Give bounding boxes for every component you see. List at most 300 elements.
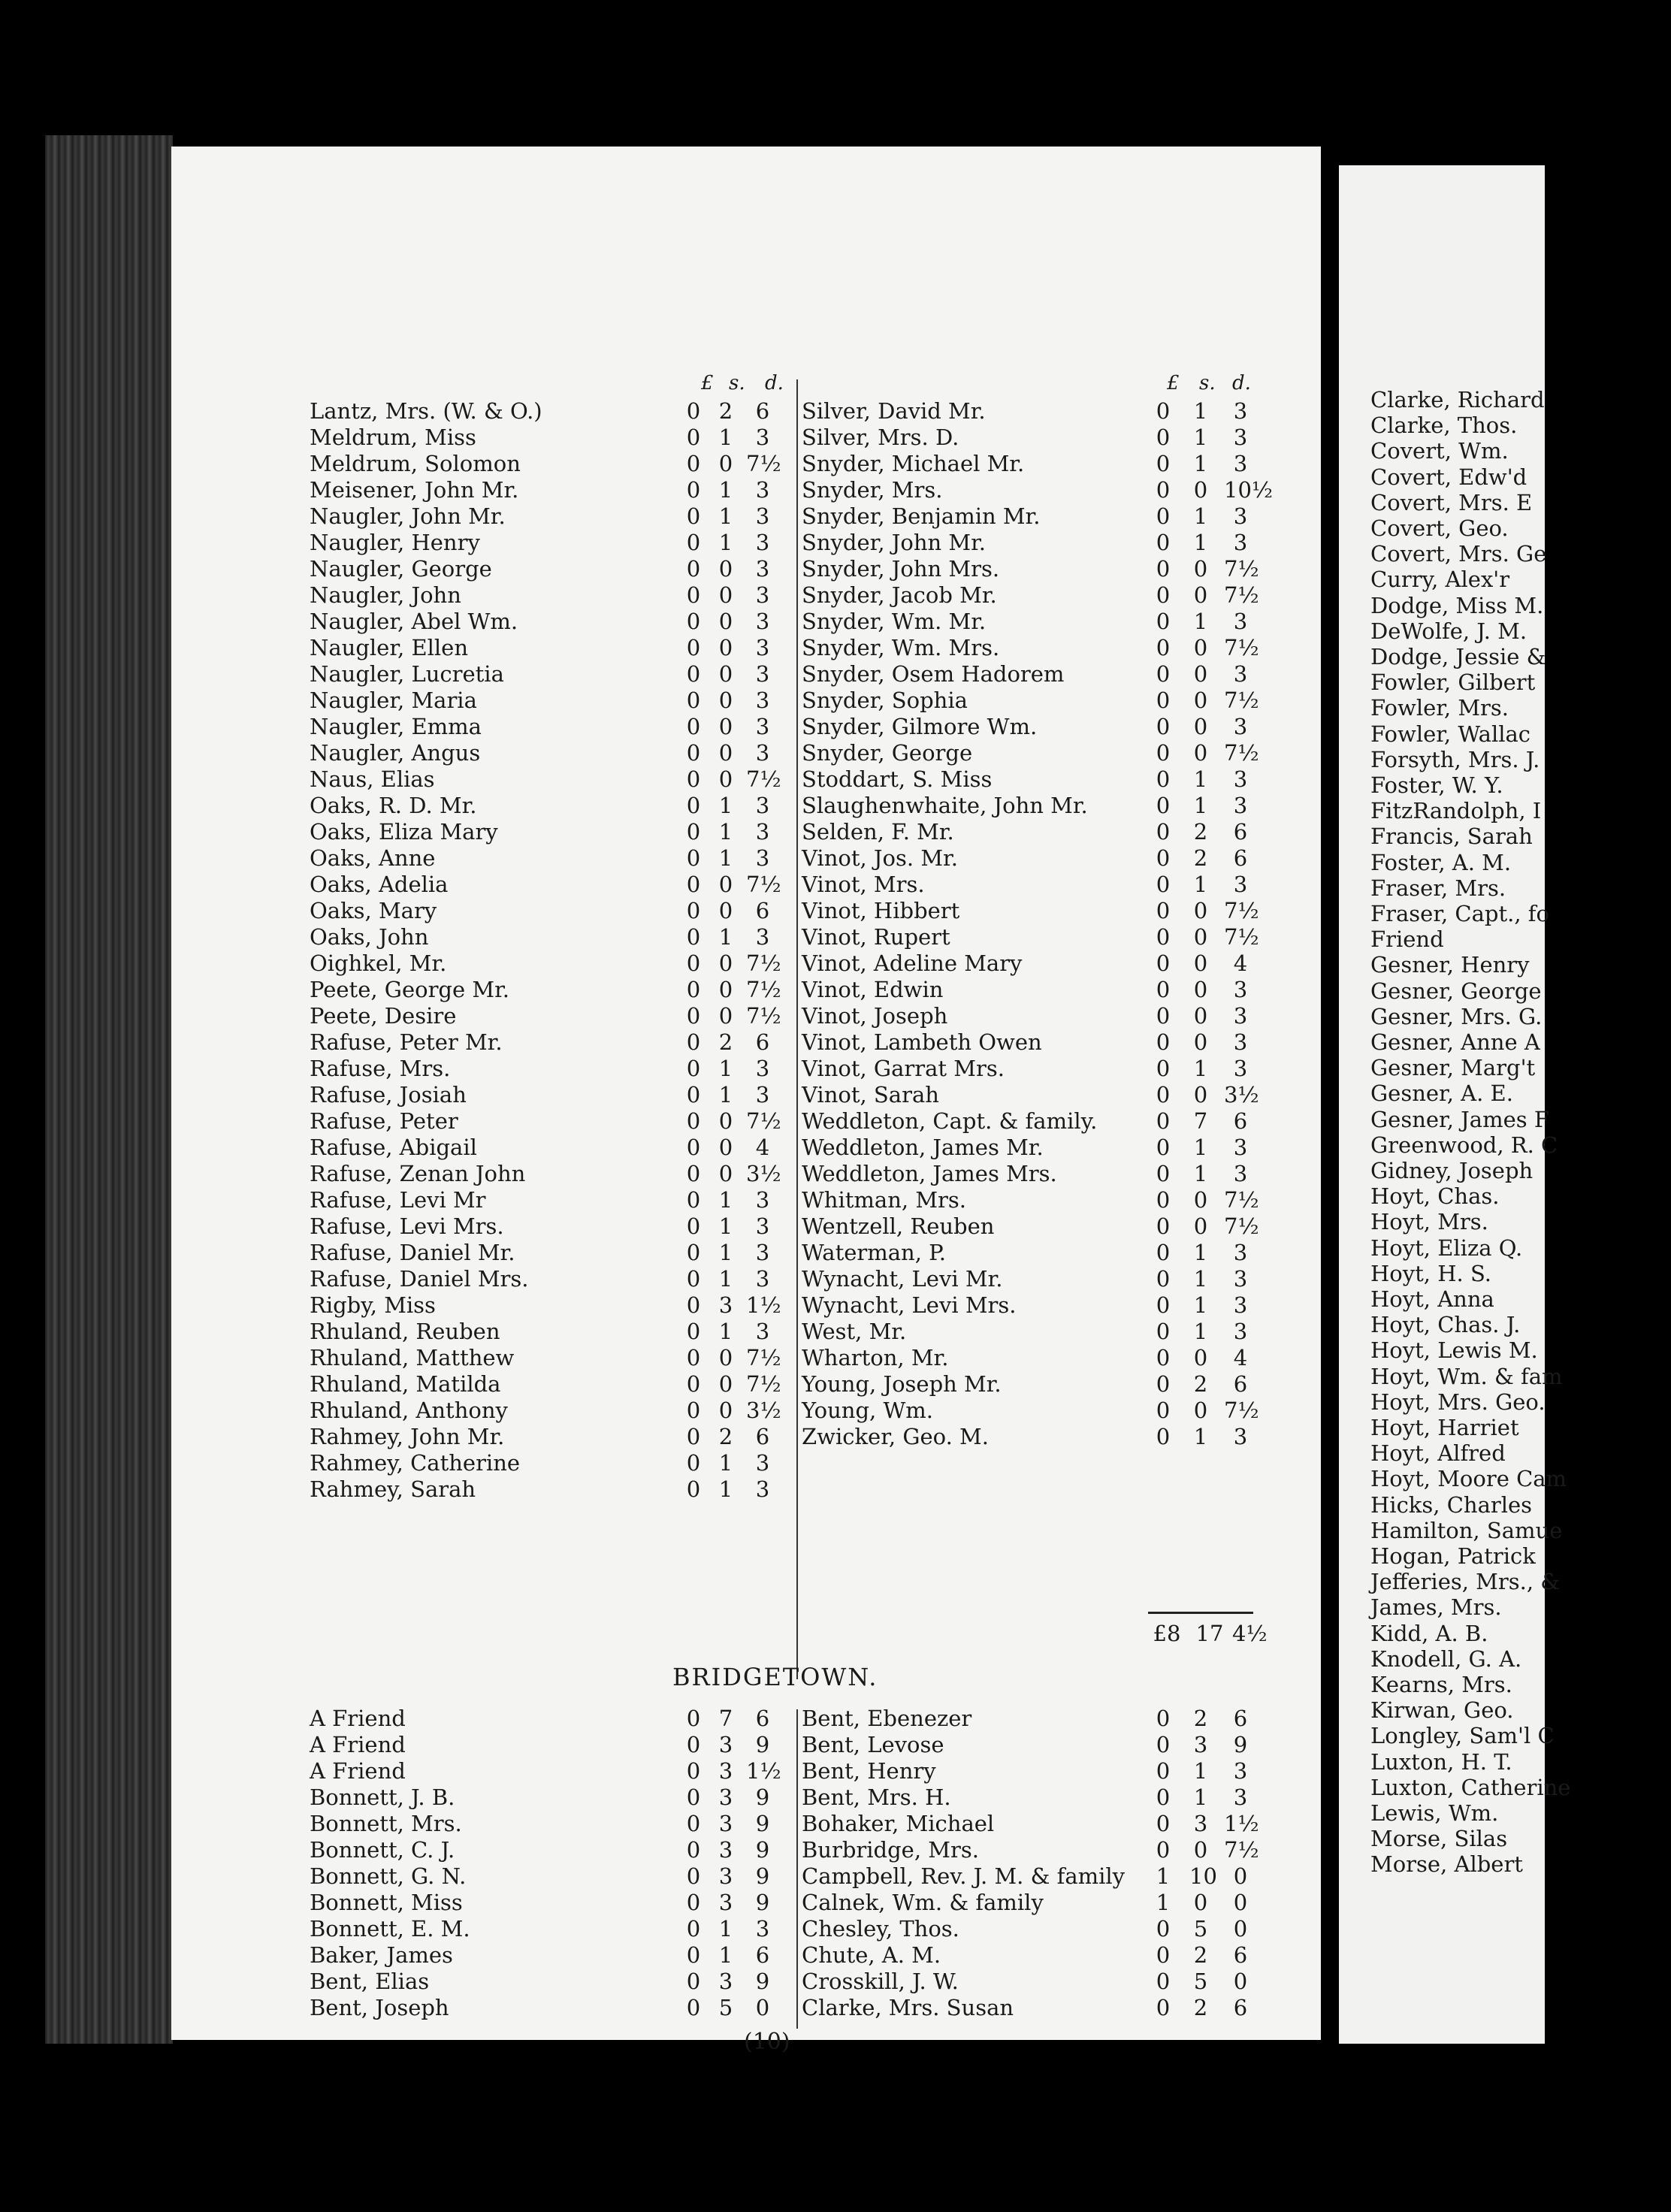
- amount-pounds: 0: [686, 924, 701, 950]
- subscriber-name: Naugler, Abel Wm.: [310, 609, 518, 634]
- ledger-row: [171, 451, 780, 476]
- ledger-row: [171, 556, 780, 582]
- amount-pounds: 0: [1156, 1108, 1171, 1134]
- subscriber-name: Meisener, John Mr.: [310, 477, 519, 503]
- amount-pence: 7½: [1224, 740, 1259, 766]
- facing-page-entry: Covert, Geo.: [1370, 515, 1509, 541]
- amount-pounds: 0: [686, 1292, 701, 1318]
- subscriber-name: Rafuse, Zenan John: [310, 1161, 526, 1186]
- header-shillings-2: s.: [1199, 372, 1216, 394]
- amount-shillings: 1: [718, 425, 733, 450]
- amount-pence: 3: [1233, 1161, 1248, 1186]
- amount-pounds: 0: [686, 1213, 701, 1239]
- amount-pounds: 0: [1156, 1758, 1171, 1784]
- amount-shillings: 0: [718, 1345, 733, 1370]
- amount-pence: 3: [755, 1240, 770, 1265]
- amount-pence: 3: [755, 609, 770, 634]
- amount-pence: 3: [755, 1213, 770, 1239]
- facing-page-entry: Covert, Mrs. E: [1370, 489, 1533, 515]
- ledger-row: [799, 1187, 1317, 1213]
- facing-page-entry: Hoyt, Chas.: [1370, 1183, 1500, 1210]
- amount-pence: 7½: [746, 451, 781, 476]
- ledger-row: [171, 1916, 780, 1942]
- subscriber-name: Snyder, Osem Hadorem: [802, 661, 1065, 687]
- subscriber-name: Naugler, John: [310, 582, 461, 608]
- amount-pence: 7½: [746, 1003, 781, 1029]
- facing-page-entry: Longley, Sam'l C: [1370, 1723, 1555, 1749]
- amount-pounds: 0: [686, 1995, 701, 2020]
- amount-pence: 9: [1233, 1732, 1248, 1757]
- ledger-row: [171, 1108, 780, 1134]
- amount-pence: 1½: [746, 1292, 781, 1318]
- facing-page-entry: Knodell, G. A.: [1370, 1645, 1522, 1672]
- amount-shillings: 0: [718, 556, 733, 582]
- subscriber-name: Vinot, Mrs.: [802, 872, 925, 897]
- subscriber-name: Slaughenwhaite, John Mr.: [802, 793, 1088, 818]
- subscriber-name: West, Mr.: [802, 1319, 907, 1344]
- ledger-row: [171, 924, 780, 950]
- amount-shillings: 0: [718, 766, 733, 792]
- amount-pounds: 0: [1156, 819, 1171, 845]
- amount-pounds: 0: [1156, 556, 1171, 582]
- facing-page-entry: Hoyt, Mrs.: [1370, 1209, 1488, 1235]
- amount-pence: 7½: [1224, 1187, 1259, 1213]
- amount-pounds: 0: [686, 872, 701, 897]
- header-pounds-2: £: [1167, 372, 1180, 394]
- amount-shillings: 0: [1193, 1187, 1208, 1213]
- amount-pounds: 0: [1156, 661, 1171, 687]
- facing-page-entry: Morse, Silas: [1370, 1826, 1508, 1852]
- amount-shillings: 2: [1193, 819, 1208, 845]
- header-pounds: £: [701, 372, 714, 394]
- facing-page-entry: Gesner, Anne A: [1370, 1029, 1540, 1055]
- amount-pence: 3: [1233, 766, 1248, 792]
- amount-pounds: 0: [1156, 1292, 1171, 1318]
- amount-pence: 4: [1233, 1345, 1248, 1370]
- amount-shillings: 0: [1193, 740, 1208, 766]
- amount-pounds: 0: [1156, 1398, 1171, 1423]
- ledger-row: [799, 845, 1317, 871]
- amount-pounds: 0: [1156, 1082, 1171, 1108]
- subscriber-name: Selden, F. Mr.: [802, 819, 954, 845]
- amount-pence: 6: [755, 1706, 770, 1731]
- amount-pence: 3: [755, 1056, 770, 1081]
- subscriber-name: Bent, Levose: [802, 1732, 944, 1757]
- amount-shillings: 7: [718, 1706, 733, 1731]
- amount-shillings: 2: [718, 398, 733, 424]
- facing-page-entry: Forsyth, Mrs. J.: [1370, 746, 1540, 772]
- amount-shillings: 2: [1193, 845, 1208, 871]
- amount-shillings: 1: [1193, 1424, 1208, 1449]
- ledger-row: [799, 740, 1317, 766]
- ledger-row: [171, 398, 780, 424]
- amount-pounds: 0: [1156, 1706, 1171, 1731]
- amount-shillings: 3: [718, 1863, 733, 1889]
- facing-page: [1339, 165, 1571, 2044]
- amount-shillings: 2: [718, 1424, 733, 1449]
- amount-pounds: 0: [686, 898, 701, 923]
- amount-pounds: 0: [1156, 977, 1171, 1002]
- amount-pounds: 0: [1156, 872, 1171, 897]
- ledger-row: [799, 582, 1317, 608]
- subscriber-name: Rafuse, Peter: [310, 1108, 458, 1134]
- ledger-row: [799, 1942, 1317, 1968]
- amount-pence: 3: [1233, 425, 1248, 450]
- ledger-row: [799, 1292, 1317, 1318]
- ledger-row: [171, 1706, 780, 1731]
- amount-pence: 9: [755, 1969, 770, 1994]
- amount-shillings: 3: [718, 1969, 733, 1994]
- total-rule: [1148, 1612, 1253, 1614]
- amount-pounds: 0: [686, 1424, 701, 1449]
- ledger-row: [799, 609, 1317, 634]
- amount-pounds: 0: [686, 1266, 701, 1292]
- amount-shillings: 1: [718, 1082, 733, 1108]
- subscriber-name: Naugler, Lucretia: [310, 661, 504, 687]
- amount-pence: 7½: [746, 766, 781, 792]
- facing-page-entry: Kidd, A. B.: [1370, 1620, 1488, 1646]
- facing-page-entry: Kirwan, Geo.: [1370, 1697, 1514, 1724]
- amount-shillings: 1: [1193, 425, 1208, 450]
- amount-pence: 3: [755, 503, 770, 529]
- amount-pence: 3: [1233, 609, 1248, 634]
- subscriber-name: A Friend: [310, 1732, 406, 1757]
- amount-pence: 3: [755, 661, 770, 687]
- ledger-row: [799, 1837, 1317, 1863]
- facing-page-entry: Francis, Sarah: [1370, 823, 1533, 850]
- amount-shillings: 3: [718, 1292, 733, 1318]
- amount-shillings: 0: [1193, 950, 1208, 976]
- amount-shillings: 0: [1193, 924, 1208, 950]
- amount-shillings: 0: [1193, 1213, 1208, 1239]
- amount-pounds: 0: [686, 503, 701, 529]
- amount-pounds: 0: [686, 1837, 701, 1863]
- amount-shillings: 2: [718, 1029, 733, 1055]
- ledger-row: [799, 635, 1317, 660]
- facing-page-entry: Hogan, Patrick: [1370, 1543, 1536, 1569]
- ledger-row: [171, 1732, 780, 1757]
- subscriber-name: Snyder, Gilmore Wm.: [802, 714, 1038, 739]
- facing-page-entry: Gesner, James F: [1370, 1106, 1549, 1132]
- amount-shillings: 3: [718, 1784, 733, 1810]
- amount-shillings: 3: [718, 1890, 733, 1915]
- ledger-row: [171, 1811, 780, 1836]
- amount-pence: 3: [755, 740, 770, 766]
- subscriber-name: Bohaker, Michael: [802, 1811, 995, 1836]
- amount-pence: 4: [1233, 950, 1248, 976]
- amount-pounds: 0: [686, 766, 701, 792]
- amount-pounds: 0: [686, 714, 701, 739]
- subscriber-name: Wentzell, Reuben: [802, 1213, 995, 1239]
- facing-page-entry: Hoyt, Wm. & fam: [1370, 1363, 1563, 1389]
- amount-pence: 10½: [1224, 477, 1274, 503]
- facing-page-entry: James, Mrs.: [1370, 1594, 1502, 1621]
- ledger-row: [799, 819, 1317, 845]
- subscriber-name: Naugler, Angus: [310, 740, 481, 766]
- subscriber-name: Rhuland, Matthew: [310, 1345, 515, 1370]
- amount-pence: 3: [755, 582, 770, 608]
- amount-pence: 3: [755, 845, 770, 871]
- subscriber-name: Snyder, John Mr.: [802, 530, 987, 555]
- ledger-row: [171, 635, 780, 660]
- amount-pence: 4: [755, 1135, 770, 1160]
- amount-pence: 3: [755, 477, 770, 503]
- amount-shillings: 0: [1193, 1029, 1208, 1055]
- facing-page-entry: Kearns, Mrs.: [1370, 1672, 1512, 1697]
- amount-shillings: 1: [1193, 1240, 1208, 1265]
- amount-pence: 3: [755, 425, 770, 450]
- amount-pence: 6: [1233, 1706, 1248, 1731]
- amount-shillings: 1: [718, 477, 733, 503]
- amount-pounds: 0: [686, 1108, 701, 1134]
- amount-pence: 3: [755, 1450, 770, 1476]
- ledger-row: [799, 1706, 1317, 1731]
- amount-pence: 6: [1233, 1371, 1248, 1397]
- subscriber-name: Bent, Elias: [310, 1969, 430, 1994]
- amount-pence: 3: [1233, 1758, 1248, 1784]
- amount-pence: 3: [1233, 1424, 1248, 1449]
- amount-pounds: 0: [686, 845, 701, 871]
- ledger-row: [799, 977, 1317, 1002]
- amount-shillings: 0: [718, 950, 733, 976]
- amount-pounds: 0: [686, 1082, 701, 1108]
- ledger-row: [799, 1758, 1317, 1784]
- amount-pence: 6: [1233, 819, 1248, 845]
- ledger-row: [171, 872, 780, 897]
- amount-pence: 1½: [1224, 1811, 1259, 1836]
- facing-page-entry: Luxton, H. T.: [1370, 1748, 1512, 1775]
- amount-pounds: 0: [1156, 950, 1171, 976]
- subscriber-name: Vinot, Jos. Mr.: [802, 845, 958, 871]
- ledger-row: [171, 1424, 780, 1449]
- amount-pence: 7½: [1224, 582, 1259, 608]
- amount-pounds: 0: [1156, 582, 1171, 608]
- amount-pounds: 0: [686, 1135, 701, 1160]
- ledger-row: [799, 1108, 1317, 1134]
- ledger-row: [171, 609, 780, 634]
- ledger-row: [799, 1811, 1317, 1836]
- amount-pounds: 0: [1156, 503, 1171, 529]
- amount-pounds: 0: [1156, 924, 1171, 950]
- subscriber-name: Chesley, Thos.: [802, 1916, 959, 1942]
- grand-total: [1148, 1621, 1298, 1646]
- ledger-row: [171, 845, 780, 871]
- amount-shillings: 3: [718, 1758, 733, 1784]
- amount-pence: 9: [755, 1732, 770, 1757]
- amount-pounds: 0: [686, 609, 701, 634]
- facing-page-entry: Covert, Wm.: [1370, 438, 1509, 464]
- ledger-row: [799, 924, 1317, 950]
- amount-shillings: 1: [1193, 1784, 1208, 1810]
- amount-shillings: 0: [1193, 661, 1208, 687]
- amount-pence: 3: [1233, 1029, 1248, 1055]
- subscriber-name: Snyder, Michael Mr.: [802, 451, 1025, 476]
- ledger-row: [171, 1784, 780, 1810]
- ledger-row: [799, 1371, 1317, 1397]
- amount-shillings: 0: [1193, 635, 1208, 660]
- amount-pence: 3: [755, 1266, 770, 1292]
- facing-page-entry: Hoyt, Lewis M.: [1370, 1337, 1538, 1364]
- ledger-row: [171, 1161, 780, 1186]
- amount-pounds: 0: [686, 1240, 701, 1265]
- amount-pence: 3: [755, 924, 770, 950]
- amount-shillings: 1: [718, 819, 733, 845]
- amount-pounds: 0: [1156, 530, 1171, 555]
- amount-pounds: 0: [1156, 1969, 1171, 1994]
- amount-pounds: 0: [686, 1969, 701, 1994]
- amount-pounds: 0: [686, 530, 701, 555]
- amount-pounds: 0: [686, 1450, 701, 1476]
- amount-pence: 3: [1233, 872, 1248, 897]
- ledger-row: [171, 1056, 780, 1081]
- amount-shillings: 0: [1193, 1398, 1208, 1423]
- amount-shillings: 0: [1193, 1837, 1208, 1863]
- amount-pounds: 0: [1156, 687, 1171, 713]
- amount-pence: 9: [755, 1784, 770, 1810]
- ledger-row: [171, 1398, 780, 1423]
- amount-shillings: 10: [1189, 1863, 1217, 1889]
- amount-pounds: 0: [1156, 1213, 1171, 1239]
- column-separator-top: [796, 379, 798, 1679]
- ledger-row: [171, 1371, 780, 1397]
- ledger-row: [171, 1942, 780, 1968]
- facing-page-entry: Gesner, George: [1370, 978, 1542, 1004]
- amount-shillings: 1: [718, 1916, 733, 1942]
- ledger-row: [171, 1890, 780, 1915]
- subscriber-name: Rafuse, Mrs.: [310, 1056, 451, 1081]
- amount-shillings: 1: [1193, 609, 1208, 634]
- subscriber-name: Meldrum, Miss: [310, 425, 476, 450]
- ledger-row: [171, 1240, 780, 1265]
- ledger-row: [171, 1029, 780, 1055]
- subscriber-name: Waterman, P.: [802, 1240, 947, 1265]
- amount-shillings: 0: [1193, 977, 1208, 1002]
- amount-pounds: 0: [1156, 451, 1171, 476]
- amount-shillings: 1: [1193, 530, 1208, 555]
- subscriber-name: Rhuland, Matilda: [310, 1371, 501, 1397]
- amount-shillings: 2: [1193, 1706, 1208, 1731]
- amount-shillings: 2: [1193, 1995, 1208, 2020]
- amount-pounds: 0: [686, 1784, 701, 1810]
- amount-pounds: 0: [686, 635, 701, 660]
- subscriber-name: Oaks, John: [310, 924, 429, 950]
- amount-pence: 3: [1233, 1292, 1248, 1318]
- amount-pounds: 0: [686, 1003, 701, 1029]
- amount-pounds: 0: [1156, 398, 1171, 424]
- subscriber-name: Naugler, John Mr.: [310, 503, 506, 529]
- facing-page-entry: Clarke, Thos.: [1370, 412, 1518, 439]
- amount-pounds: 0: [686, 1811, 701, 1836]
- ledger-row: [799, 1003, 1317, 1029]
- amount-shillings: 0: [718, 661, 733, 687]
- subscriber-name: Rhuland, Anthony: [310, 1398, 508, 1423]
- subscriber-name: Silver, Mrs. D.: [802, 425, 959, 450]
- amount-shillings: 1: [718, 793, 733, 818]
- amount-pounds: 0: [1156, 1995, 1171, 2020]
- amount-pence: 0: [1233, 1890, 1248, 1915]
- amount-shillings: 0: [718, 451, 733, 476]
- amount-pounds: 0: [686, 1056, 701, 1081]
- ledger-row: [799, 766, 1317, 792]
- ledger-row: [171, 1969, 780, 1994]
- facing-page-entry: Hicks, Charles: [1370, 1491, 1533, 1518]
- facing-page-entry: Hoyt, Harriet: [1370, 1415, 1519, 1440]
- subscriber-name: Rafuse, Levi Mr: [310, 1187, 486, 1213]
- amount-pence: 0: [1233, 1863, 1248, 1889]
- amount-pence: 9: [755, 1863, 770, 1889]
- amount-pence: 6: [755, 898, 770, 923]
- total-pence: 4½: [1232, 1621, 1268, 1646]
- facing-page-entry: Hamilton, Samue: [1370, 1517, 1563, 1543]
- amount-pounds: 0: [1156, 845, 1171, 871]
- subscriber-name: Oaks, Eliza Mary: [310, 819, 498, 845]
- amount-shillings: 3: [718, 1837, 733, 1863]
- subscriber-name: Weddleton, James Mrs.: [802, 1161, 1057, 1186]
- ledger-row: [799, 1213, 1317, 1239]
- amount-pounds: 0: [1156, 477, 1171, 503]
- ledger-row: [171, 1837, 780, 1863]
- ledger-row: [171, 1758, 780, 1784]
- amount-pence: 0: [755, 1995, 770, 2020]
- amount-pounds: 0: [686, 1706, 701, 1731]
- facing-page-entry: Fraser, Mrs.: [1370, 875, 1506, 901]
- amount-pence: 3: [755, 1916, 770, 1942]
- amount-pence: 6: [1233, 1942, 1248, 1968]
- subscriber-name: Snyder, Mrs.: [802, 477, 943, 503]
- amount-pounds: 0: [686, 451, 701, 476]
- ledger-row: [171, 687, 780, 713]
- amount-shillings: 0: [1193, 582, 1208, 608]
- amount-pence: 3: [755, 556, 770, 582]
- subscriber-name: Snyder, Wm. Mrs.: [802, 635, 1000, 660]
- subscriber-name: Rahmey, Sarah: [310, 1476, 476, 1502]
- subscriber-name: Stoddart, S. Miss: [802, 766, 993, 792]
- amount-shillings: 0: [1193, 687, 1208, 713]
- subscriber-name: Bent, Ebenezer: [802, 1706, 972, 1731]
- subscriber-name: Oighkel, Mr.: [310, 950, 447, 976]
- amount-pence: 7½: [1224, 924, 1259, 950]
- ledger-row: [799, 1240, 1317, 1265]
- ledger-row: [799, 530, 1317, 555]
- amount-pence: 0: [1233, 1916, 1248, 1942]
- ledger-row: [171, 740, 780, 766]
- amount-pence: 3: [755, 1082, 770, 1108]
- ledger-row: [171, 1266, 780, 1292]
- subscriber-name: Clarke, Mrs. Susan: [802, 1995, 1014, 2020]
- subscriber-name: Snyder, George: [802, 740, 973, 766]
- facing-page-entry: Dodge, Miss M.: [1370, 592, 1544, 618]
- ledger-row: [799, 950, 1317, 976]
- facing-page-entry: Gesner, Mrs. G.: [1370, 1003, 1543, 1029]
- amount-pounds: 0: [1156, 740, 1171, 766]
- amount-pence: 3: [755, 819, 770, 845]
- ledger-row: [799, 1266, 1317, 1292]
- amount-pence: 7½: [1224, 898, 1259, 923]
- amount-shillings: 0: [718, 635, 733, 660]
- subscriber-name: Rafuse, Levi Mrs.: [310, 1213, 504, 1239]
- subscriber-name: Bonnett, Mrs.: [310, 1811, 462, 1836]
- facing-page-entry: Fowler, Wallac: [1370, 721, 1531, 747]
- amount-pounds: 0: [686, 950, 701, 976]
- subscriber-name: Bent, Joseph: [310, 1995, 449, 2020]
- subscriber-name: Bonnett, E. M.: [310, 1916, 470, 1942]
- amount-pence: 3: [1233, 530, 1248, 555]
- facing-page-entry: Gesner, Marg't: [1370, 1055, 1536, 1081]
- subscriber-name: Snyder, Sophia: [802, 687, 968, 713]
- facing-page-entry: Fowler, Gilbert: [1370, 669, 1536, 696]
- amount-shillings: 1: [718, 530, 733, 555]
- amount-pence: 6: [755, 398, 770, 424]
